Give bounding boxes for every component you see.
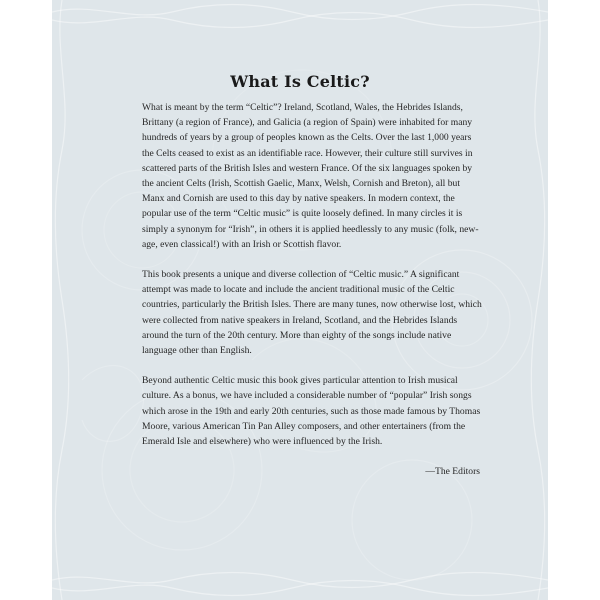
book-page	[52, 0, 548, 600]
paragraph-2: This book presents a unique and diverse collection of “Celtic music.” A significant attempt was made to locate and include the ancient traditional music of the Celtic countries, particularly the British Isles. There are many tunes, now otherwise lost, which were collected from native speakers in Ireland, Scotland, and the Hebrides Islands around the turn of the 20th century. More than eighty of the songs include native language other than English.	[142, 269, 482, 357]
paragraph-1: What is meant by the term “Celtic”? Ireland, Scotland, Wales, the Hebrides Islands, Brittany (a region of France), and Galicia (a region of Spain) were inhabited for many hundreds of years by a group of peoples known as the Celts. Over the last 1,000 years the Celts ceased to exist as an identifiable race. However, their culture still survives in scattered parts of the British Isles and western France. Of the six languages spoken by the ancient Celts (Irish, Scottish Gaelic, Manx, Welsh, Cornish and Breton), all but Manx and Cornish are used to this day by native speakers. In modern context, the popular use of the term “Celtic music” is quite loosely defined. In many circles it is simply a synonym for “Irish”, in others it is applied heedlessly to any music (folk, new-age, even classical!) with an Irish or Scottish flavor.	[142, 102, 479, 250]
page-title: What Is Celtic?	[230, 72, 370, 91]
bottom-knotwork-band	[52, 573, 548, 588]
body-text	[142, 100, 482, 479]
top-knotwork-band	[52, 5, 548, 20]
editors-signature: —The Editors	[425, 466, 480, 478]
paragraph-3: Beyond authentic Celtic music this book gives particular attention to Irish musical culture. As a bonus, we have included a considerable number of “popular” Irish songs which arose in the 19th and early 20th centuries, such as those made famous by Thomas Moore, various American Tin Pan Alley composers, and other entertainers (from the Emerald Isle and elsewhere) who were influenced by the Irish.	[142, 375, 481, 448]
